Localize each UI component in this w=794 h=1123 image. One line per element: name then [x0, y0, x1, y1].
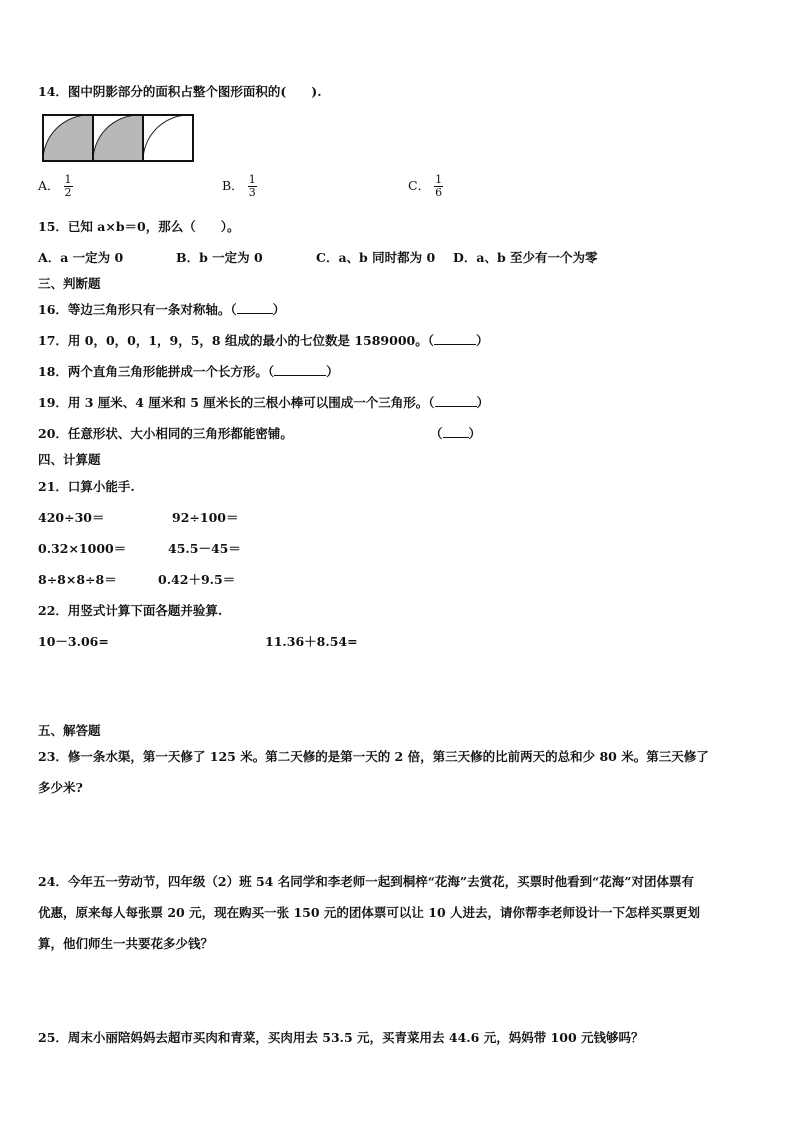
q21-item: 0.42＋9.5＝	[158, 572, 236, 587]
q15-option-b: B．b 一定为 0	[176, 250, 263, 265]
q14-option-b: B． $\frac{1}{3}$	[222, 173, 256, 199]
section-heading-word-problems: 五、解答题	[38, 723, 101, 738]
q15-option-d: D．a、b 至少有一个为零	[453, 250, 598, 265]
question-24-line-3: 算，他们师生一共要花多少钱？	[38, 936, 214, 951]
shaded-squares-figure	[42, 114, 194, 162]
question-20-answer: （ ）	[430, 426, 482, 441]
question-20: 20．任意形状、大小相同的三角形都能密铺。	[38, 426, 293, 441]
q21-item: 45.5－45＝	[168, 541, 241, 556]
answer-blank-16[interactable]	[237, 313, 273, 314]
q15-option-a: A．a 一定为 0	[38, 250, 124, 265]
question-15-stem: 15．已知 a×b＝0，那么（ ）。	[38, 219, 240, 234]
question-14-stem: 14．图中阴影部分的面积占整个图形面积的( ).	[38, 84, 322, 99]
question-23-line-1: 23．修一条水渠，第一天修了 125 米。第二天修的是第一天的 2 倍，第三天修的比前两天的总和少 80 米。第三天修了	[38, 749, 709, 764]
question-25-line-1: 25．周末小丽陪妈妈去超市买肉和青菜，买肉用去 53.5 元，买青菜用去 44.6 元，妈妈带 100 元钱够吗？	[38, 1030, 644, 1045]
answer-blank-20[interactable]	[443, 437, 469, 438]
q21-item: 0.32×1000＝	[38, 541, 127, 556]
question-21-title: 21．口算小能手.	[38, 479, 135, 494]
q22-item: 11.36＋8.54=	[265, 634, 358, 649]
q15-option-c: C．a、b 同时都为 0	[316, 250, 436, 265]
answer-blank-18[interactable]	[274, 375, 326, 376]
q21-item: 420÷30＝	[38, 510, 105, 525]
answer-blank-19[interactable]	[435, 406, 477, 407]
question-18: 18．两个直角三角形能拼成一个长方形。（ ）	[38, 364, 339, 379]
question-24-line-1: 24．今年五一劳动节，四年级（2）班 54 名同学和李老师一起到桐梓“花海”去赏花，买票时他看到“花海”对团体票有	[38, 874, 694, 889]
q22-item: 10－3.06=	[38, 634, 109, 649]
section-heading-judgement: 三、判断题	[38, 276, 101, 291]
question-16: 16．等边三角形只有一条对称轴。（ ）	[38, 302, 286, 317]
q14-option-c: C． $\frac{1}{6}$	[408, 173, 443, 199]
section-heading-calculation: 四、计算题	[38, 452, 101, 467]
question-19: 19．用 3 厘米、4 厘米和 5 厘米长的三根小棒可以围成一个三角形。（ ）	[38, 395, 490, 410]
answer-blank-17[interactable]	[434, 344, 476, 345]
question-23-line-2: 多少米?	[38, 780, 83, 795]
q21-item: 8÷8×8÷8＝	[38, 572, 117, 587]
q21-item: 92÷100＝	[172, 510, 239, 525]
question-24-line-2: 优惠，原来每人每张票 20 元，现在购买一张 150 元的团体票可以让 10 人进去，请你帮李老师设计一下怎样买票更划	[38, 905, 700, 920]
question-17: 17．用 0，0，0，1，9，5，8 组成的最小的七位数是 1589000。（ ）	[38, 333, 489, 348]
question-22-title: 22．用竖式计算下面各题并验算.	[38, 603, 223, 618]
q14-option-a: A． $\frac{1}{2}$	[38, 173, 72, 199]
